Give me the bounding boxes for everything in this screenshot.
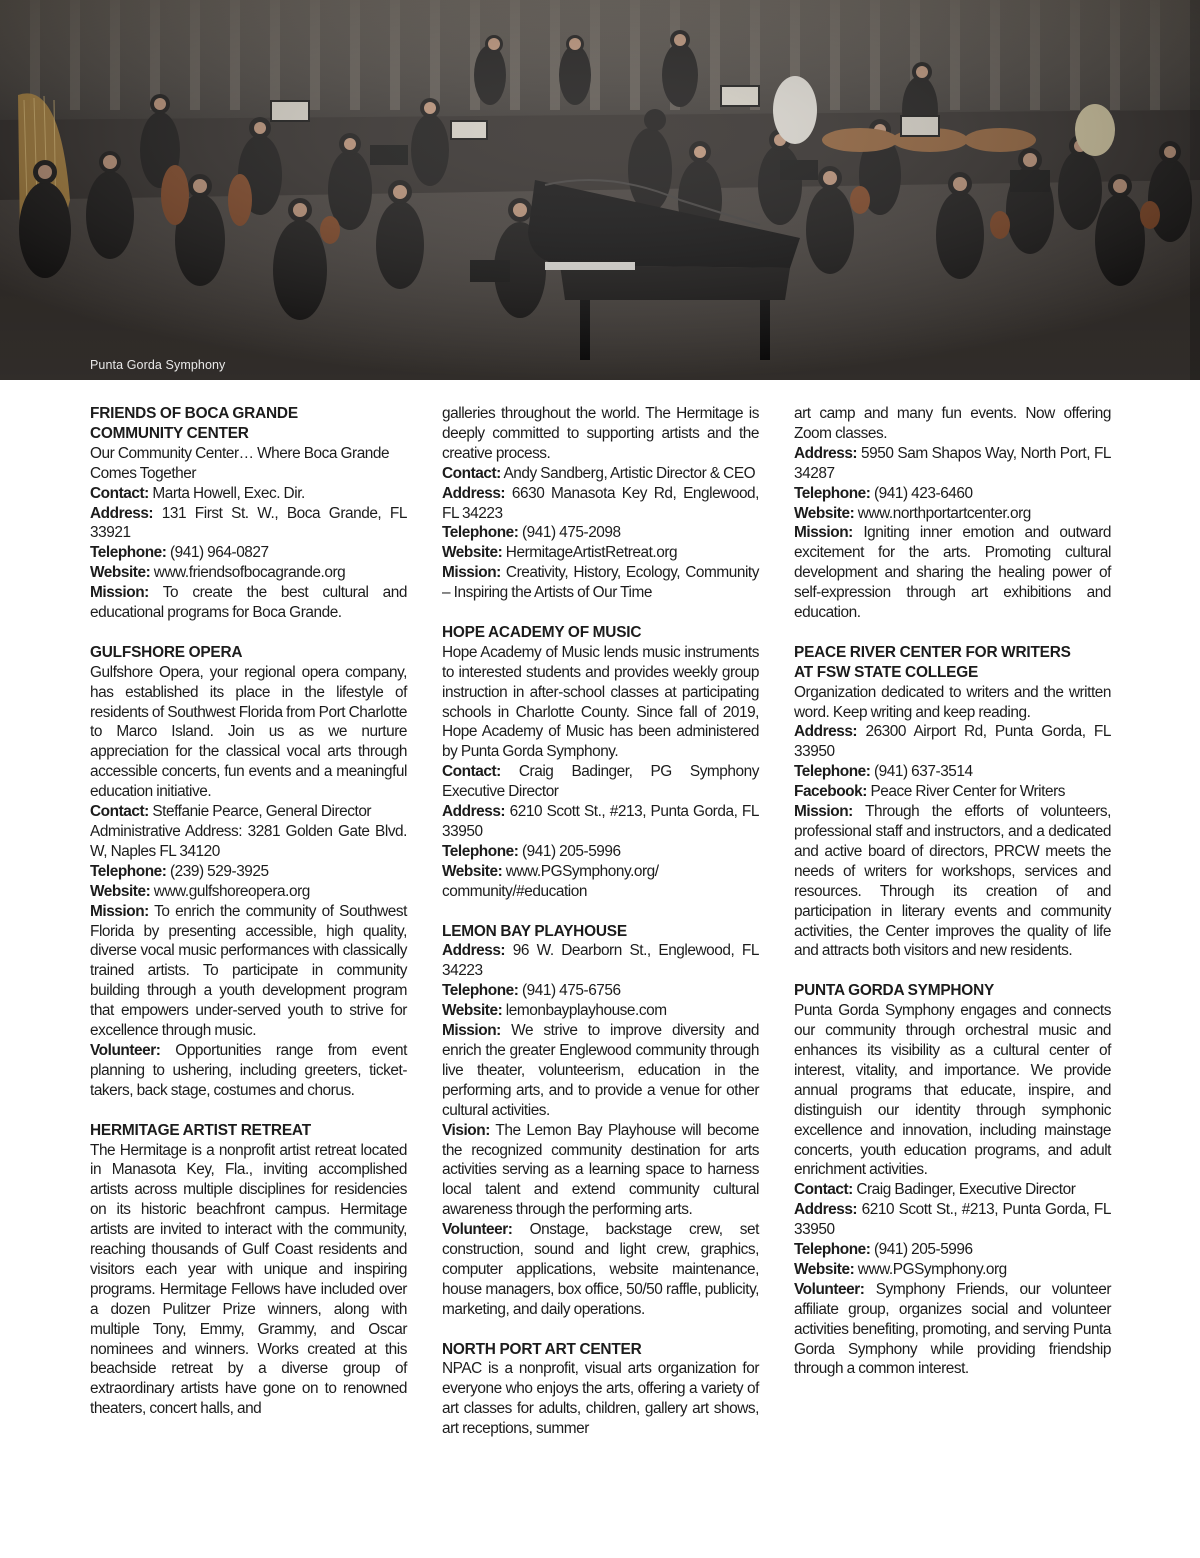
- volunteer-line: [90, 1041, 407, 1101]
- telephone-label: Telephone:: [794, 763, 871, 781]
- contact-value: Marta Howell, Exec. Dir.: [148, 484, 305, 502]
- vision-value: The Lemon Bay Playhouse will become the recognized community destination for arts activities serving as a learning space to harness local talent and extend community cultural awareness through the performing arts.: [442, 1121, 759, 1219]
- facebook-label: Facebook:: [794, 783, 867, 801]
- orchestra-photo: [0, 0, 1200, 380]
- website-line: [794, 504, 1111, 524]
- entry-intro: Punta Gorda Symphony engages and connects our community through orchestral music and enhances its visibility as a cultural center of interest, vitality, and importance. We provide annual programs that educate, inspire, and distinguish our identity through symphonic excellence and innovation, including mainstage concerts, youth education programs, and adult enrichment activities.: [794, 1002, 1111, 1179]
- column-3: [794, 404, 1111, 1379]
- mission-line: [90, 583, 407, 623]
- mission-line: [442, 1021, 759, 1121]
- volunteer-line: [442, 1220, 759, 1320]
- website-label: Website:: [794, 504, 855, 522]
- contact-value: Andy Sandberg, Artistic Director & CEO: [500, 464, 756, 482]
- address-value: 6210 Scott St., #213, Punta Gorda, FL 33950: [442, 803, 759, 841]
- facebook-link[interactable]: Peace River Center for Writers: [866, 783, 1066, 801]
- entry-north-port-art-center: [442, 1340, 759, 1440]
- entry-title-line-1: FRIENDS OF BOCA GRANDE: [90, 405, 298, 422]
- entry-intro: Gulfshore Opera, your regional opera company, has established its place in the lifestyle of residents of Southwest Florida from Port Charlotte to Marco Island. Join us as we nurture appreciation for the classical vocal arts through accessible concerts, fun events and a meaningful education initiative.: [90, 663, 408, 801]
- telephone-value: (941) 475-2098: [518, 524, 621, 542]
- entry-hermitage-artist-retreat: [90, 1121, 407, 1420]
- entry-friends-of-boca-grande: [90, 404, 407, 623]
- entry-title-line-2: COMMUNITY CENTER: [90, 424, 249, 442]
- entry-intro: Organization dedicated to writers and the written word. Keep writing and keep reading.: [794, 683, 1111, 721]
- telephone-value: (239) 529-3925: [166, 862, 269, 880]
- mission-value: To create the best cultural and educational programs for Boca Grande.: [90, 584, 407, 622]
- mission-label: Mission:: [794, 524, 853, 542]
- contact-value: Craig Badinger, PG Symphony Executive Director: [442, 763, 759, 801]
- website-label: Website:: [90, 564, 151, 582]
- entry-hermitage-continued: [442, 404, 759, 603]
- entry-title: HOPE ACADEMY OF MUSIC: [442, 623, 642, 641]
- telephone-label: Telephone:: [90, 544, 167, 562]
- website-line: [90, 882, 407, 902]
- telephone-value: (941) 423-6460: [870, 484, 973, 502]
- telephone-line: [794, 484, 1111, 504]
- address-line: [442, 941, 759, 981]
- contact-label: Contact:: [442, 464, 501, 482]
- website-line: [794, 1260, 1111, 1280]
- mission-value: To enrich the community of Southwest Florida by presenting accessible, high quality, diverse vocal music performances with classically trained artists. To participate in community building through a youth development program that empowers under-served youth to strive for excellence through music.: [90, 902, 407, 1040]
- website-link[interactable]: lemonbayplayhouse.com: [502, 1002, 667, 1020]
- address-label: Address:: [794, 1201, 858, 1219]
- address-line: [442, 802, 759, 842]
- website-label: Website:: [442, 1002, 503, 1020]
- telephone-label: Telephone:: [442, 982, 519, 1000]
- column-2: [442, 404, 759, 1439]
- entry-title: [90, 404, 407, 444]
- contact-label: Contact:: [90, 484, 149, 502]
- mission-value: Through the efforts of volunteers, professional staff and instructors, and a dedicated and active board of directors, PRCW meets the needs of writers for workshops, services and resources. Through its creation of and participation in literary events and community activities, the Center improves the quality of life and attracts both visitors and new residents.: [794, 803, 1111, 960]
- mission-label: Mission:: [794, 803, 853, 821]
- website-line: [90, 563, 407, 583]
- telephone-label: Telephone:: [794, 1241, 871, 1259]
- address-value: 5950 Sam Shapos Way, North Port, FL 34287: [794, 444, 1111, 482]
- contact-line: [794, 1180, 1111, 1200]
- website-label: Website:: [442, 544, 503, 562]
- telephone-label: Telephone:: [442, 524, 519, 542]
- entry-hope-academy-of-music: [442, 623, 759, 902]
- entry-title-line-2: AT FSW STATE COLLEGE: [794, 663, 979, 681]
- mission-line: [90, 902, 407, 1041]
- volunteer-label: Volunteer:: [794, 1280, 865, 1298]
- entry-intro-continued: art camp and many fun events. Now offering Zoom classes.: [794, 405, 1111, 442]
- website-link[interactable]: HermitageArtistRetreat.org: [502, 544, 678, 562]
- mission-line: [794, 802, 1111, 961]
- photo-caption: Punta Gorda Symphony: [90, 358, 226, 372]
- contact-label: Contact:: [794, 1181, 853, 1199]
- mission-label: Mission:: [90, 902, 149, 920]
- entry-title: NORTH PORT ART CENTER: [442, 1340, 642, 1358]
- telephone-line: [442, 981, 759, 1001]
- telephone-value: (941) 475-6756: [518, 982, 621, 1000]
- website-link[interactable]: www.gulfshoreopera.org: [150, 882, 310, 900]
- entry-title: PUNTA GORDA SYMPHONY: [794, 982, 995, 1000]
- volunteer-value: Onstage, backstage crew, set construction, sound and light crew, graphics, computer applications, website maintenance, house managers, box office, 50/50 raffle, publicity, marketing, and daily operations.: [442, 1221, 759, 1318]
- website-link[interactable]: www.PGSymphony.org/ community/#education: [442, 862, 659, 900]
- address-label: Address:: [794, 444, 858, 462]
- website-line: [442, 862, 759, 902]
- telephone-line: [442, 842, 759, 862]
- facebook-line: [794, 782, 1111, 802]
- telephone-value: (941) 205-5996: [518, 842, 621, 860]
- telephone-line: [90, 862, 407, 882]
- volunteer-label: Volunteer:: [442, 1221, 513, 1239]
- website-link[interactable]: www.PGSymphony.org: [854, 1260, 1007, 1278]
- contact-line: [442, 464, 759, 484]
- address-line: [794, 722, 1111, 762]
- address-label: Address:: [90, 504, 154, 522]
- address-value: 6210 Scott St., #213, Punta Gorda, FL 33950: [794, 1201, 1111, 1239]
- mission-line: [442, 563, 759, 603]
- telephone-value: (941) 205-5996: [870, 1241, 973, 1259]
- contact-line: [90, 484, 407, 504]
- mission-label: Mission:: [442, 564, 501, 582]
- address-value: 96 W. Dearborn St., Englewood, FL 34223: [442, 942, 759, 980]
- entry-intro-continued: galleries throughout the world. The Hermitage is deeply committed to supporting artists and the creative process.: [442, 405, 759, 462]
- admin-address-line: Administrative Address: 3281 Golden Gate Blvd. W, Naples FL 34120: [90, 823, 407, 860]
- contact-value: Craig Badinger, Executive Director: [852, 1181, 1076, 1199]
- address-line: [794, 1200, 1111, 1240]
- orchestra-illustration: [0, 0, 1200, 380]
- telephone-label: Telephone:: [794, 484, 871, 502]
- address-label: Address:: [442, 942, 506, 960]
- vision-label: Vision:: [442, 1121, 490, 1139]
- telephone-line: [90, 543, 407, 563]
- address-label: Address:: [442, 484, 506, 502]
- entry-title-line-1: PEACE RIVER CENTER FOR WRITERS: [794, 643, 1071, 661]
- mission-label: Mission:: [442, 1022, 501, 1040]
- mission-value: We strive to improve diversity and enrich the greater Englewood community through live theater, volunteerism, education in the performing arts, and to provide a venue for other cultural activities.: [442, 1022, 759, 1119]
- address-value: 26300 Airport Rd, Punta Gorda, FL 33950: [794, 723, 1111, 761]
- contact-line: [90, 802, 407, 822]
- entry-intro: Hope Academy of Music lends music instruments to interested students and provides weekly group instruction in after-school classes at participating schools in Charlotte County. Since fall of 2019, Hope Academy of Music has been administered by Punta Gorda Symphony.: [442, 643, 759, 761]
- entry-north-port-continued: [794, 404, 1111, 623]
- website-label: Website:: [90, 882, 151, 900]
- entry-title: LEMON BAY PLAYHOUSE: [442, 922, 627, 940]
- address-label: Address:: [442, 803, 506, 821]
- address-line: [442, 484, 759, 524]
- contact-value: Steffanie Pearce, General Director: [148, 803, 372, 821]
- address-label: Address:: [794, 723, 858, 741]
- volunteer-value: Symphony Friends, our volunteer affiliate group, organizes social and volunteer activities benefiting, promoting, and serving Punta Gorda Symphony while providing friendship through a common interest.: [794, 1280, 1111, 1378]
- address-line: [90, 504, 407, 544]
- website-label: Website:: [442, 862, 503, 880]
- address-value: 6630 Manasota Key Rd, Englewood, FL 34223: [442, 484, 759, 522]
- address-value: 131 First St. W., Boca Grande, FL 33921: [90, 504, 407, 542]
- contact-label: Contact:: [442, 763, 501, 781]
- entry-intro: The Hermitage is a nonprofit artist retreat located in Manasota Key, Fla., inviting accomplished artists across multiple disciplines for residencies on its historic beachfront campus. Hermitage artists are invited to interact with the community, reaching thousands of Gulf Coast residents and visitors each year with unique and inspiring programs. Hermitage Fellows have included over a dozen Pulitzer Prize winners, along with multiple Tony, Emmy, Grammy, and Oscar nominees and winners. Works created at this beachside retreat by a diverse group of extraordinary artists have gone on to renowned theaters, concert halls, and: [90, 1141, 407, 1418]
- telephone-value: (941) 964-0827: [166, 544, 269, 562]
- telephone-label: Telephone:: [442, 842, 519, 860]
- telephone-label: Telephone:: [90, 862, 167, 880]
- volunteer-value: Opportunities range from event planning to ushering, including greeters, ticket-takers, back stage, costumes and chorus.: [90, 1041, 407, 1099]
- mission-label: Mission:: [90, 584, 149, 602]
- mission-line: [794, 523, 1111, 623]
- address-line: [794, 444, 1111, 484]
- contact-label: Contact:: [90, 803, 149, 821]
- mission-value: Igniting inner emotion and outward excitement for the arts. Promoting cultural development and sharing the healing power of self-expression through art exhibitions and education.: [794, 524, 1111, 622]
- entry-peace-river-center-for-writers: [794, 643, 1111, 962]
- website-line: [442, 543, 759, 563]
- website-line: [442, 1001, 759, 1021]
- entry-intro: NPAC is a nonprofit, visual arts organization for everyone who enjoys the arts, offering a variety of art classes for adults, children, gallery art shows, art receptions, summer: [442, 1360, 759, 1438]
- contact-line: [442, 762, 759, 802]
- telephone-line: [442, 523, 759, 543]
- entry-intro: Our Community Center… Where Boca Grande Comes Together: [90, 444, 390, 482]
- volunteer-label: Volunteer:: [90, 1041, 161, 1059]
- website-label: Website:: [794, 1260, 855, 1278]
- entry-title: HERMITAGE ARTIST RETREAT: [90, 1121, 311, 1139]
- vision-line: [442, 1121, 759, 1221]
- telephone-value: (941) 637-3514: [870, 763, 973, 781]
- entry-lemon-bay-playhouse: [442, 922, 759, 1320]
- entry-gulfshore-opera: [90, 643, 407, 1101]
- mission-value: Creativity, History, Ecology, Community – Inspiring the Artists of Our Time: [442, 564, 759, 602]
- entry-title: GULFSHORE OPERA: [90, 643, 243, 661]
- entry-title: [794, 643, 1111, 683]
- telephone-line: [794, 1240, 1111, 1260]
- telephone-line: [794, 762, 1111, 782]
- column-1: [90, 404, 407, 1419]
- volunteer-line: [794, 1280, 1111, 1380]
- entry-punta-gorda-symphony: [794, 981, 1111, 1379]
- website-link[interactable]: www.northportartcenter.org: [854, 504, 1031, 522]
- website-link[interactable]: www.friendsofbocagrande.org: [150, 564, 346, 582]
